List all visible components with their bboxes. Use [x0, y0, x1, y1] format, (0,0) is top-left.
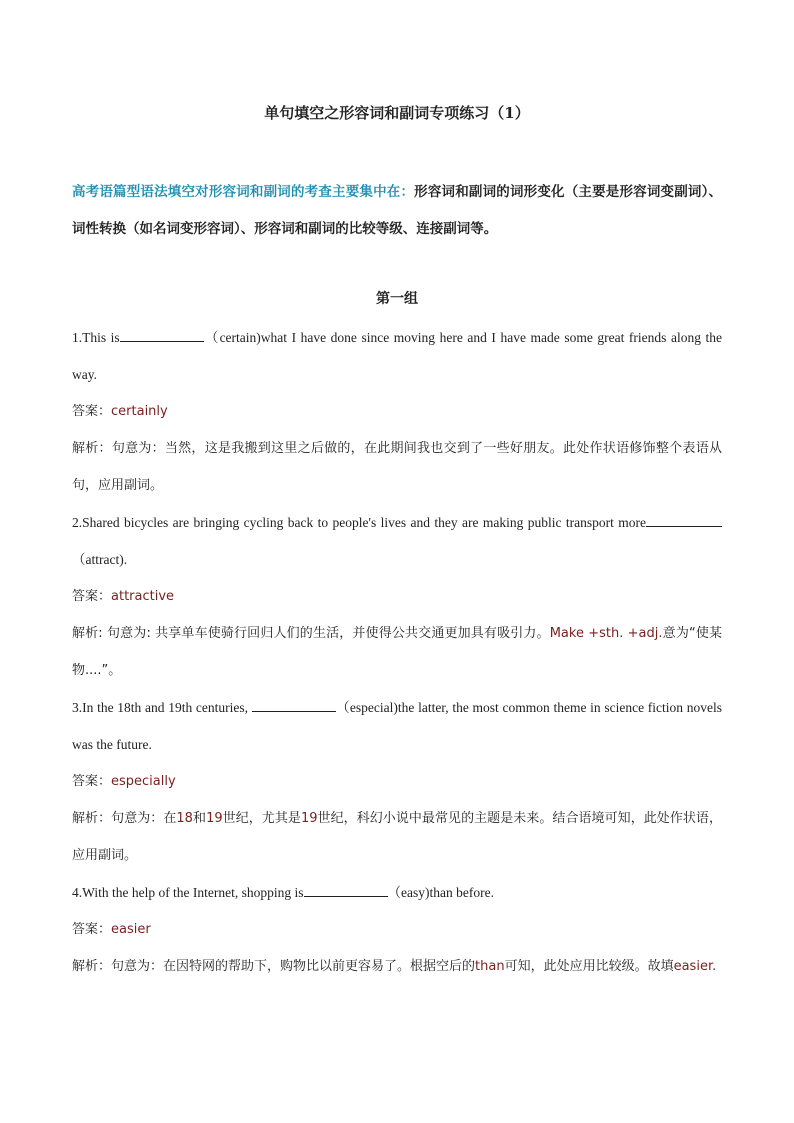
question-text: [72, 319, 722, 393]
answer-label: 答案：: [72, 404, 112, 419]
answer-label: 答案：: [72, 774, 112, 789]
question-prefix: 1.This is: [72, 330, 120, 345]
question-text: [72, 874, 722, 911]
question-prefix: 2.Shared bicycles are bringing cycling back to people's lives and they are making public transport more: [72, 515, 646, 530]
answer-label: 答案：: [72, 922, 112, 937]
explanation-formula: Make +sth. +adj.: [549, 626, 663, 641]
explanation-number: 18: [176, 811, 193, 826]
question-item: [72, 319, 722, 504]
answer-value: especially: [111, 774, 176, 789]
answer-label: 答案：: [72, 589, 112, 604]
explanation-text: 和: [192, 811, 207, 826]
answer-value: certainly: [111, 404, 168, 419]
explanation-label: 解析：: [72, 811, 112, 826]
question-list: [72, 319, 722, 985]
answer-line: [72, 763, 722, 800]
question-prefix: 4.With the help of the Internet, shopping is: [72, 885, 304, 900]
answer-line: [72, 578, 722, 615]
explanation-label: 解析：: [72, 959, 112, 974]
answer-line: [72, 911, 722, 948]
question-suffix: （attract).: [72, 552, 128, 567]
answer-value: easier: [111, 922, 151, 937]
explanation-text: 世纪，尤其是: [222, 811, 301, 826]
explanation-text: 句意为: 共享单车使骑行回归人们的生活，并使得公共交通更加具有吸引力。: [106, 626, 550, 641]
explanation-text: 可知，此处应用比较级。故填: [504, 959, 674, 974]
explanation: [72, 615, 722, 689]
explanation: [72, 430, 722, 504]
group-title: 第一组: [376, 291, 418, 307]
question-text: [72, 689, 722, 763]
answer-blank: [120, 329, 204, 342]
question-item: [72, 504, 722, 689]
answer-blank: [252, 699, 336, 712]
explanation: [72, 948, 722, 985]
answer-value: attractive: [111, 589, 175, 604]
question-item: [72, 874, 722, 985]
explanation-text: 句意为：在: [111, 811, 177, 826]
page-title: 单句填空之形容词和副词专项练习（1）: [264, 104, 530, 122]
explanation-number: 19: [206, 811, 223, 826]
question-item: [72, 689, 722, 874]
intro-text: 形容词和副词的词形变化（主要是形容词变副词）、词性转换（如名词变形容词）、形容词和副词的比较等级、连接副词等。: [72, 184, 723, 237]
explanation-label: 解析：: [72, 441, 112, 456]
explanation-label: 解析:: [72, 626, 107, 641]
answer-blank: [304, 884, 388, 897]
question-suffix: （especial)the latter, the most common theme in science fiction novels was the future.: [72, 700, 723, 752]
answer-line: [72, 393, 722, 430]
explanation-text: 世纪，科幻小说中最常见的主题是未来。结合语境可知，此处作状语，应用副词。: [72, 811, 722, 863]
answer-blank: [646, 514, 722, 527]
question-prefix: 3.In the 18th and 19th centuries,: [72, 700, 249, 715]
question-suffix: （easy)than before.: [387, 885, 494, 900]
explanation-text: 句意为：当然，这是我搬到这里之后做的，在此期间我也交到了一些好朋友。此处作状语修饰整个表语从句，应用副词。: [72, 441, 722, 493]
explanation-text: 句意为：在因特网的帮助下，购物比以前更容易了。根据空后的: [111, 959, 476, 974]
explanation-keyword: easier.: [673, 959, 717, 974]
intro-paragraph: [72, 174, 722, 248]
explanation-tail: 意为“使某物....”。: [72, 626, 723, 678]
explanation-keyword: than: [475, 959, 505, 974]
explanation-number: 19: [300, 811, 318, 826]
explanation: [72, 800, 722, 874]
intro-highlight: 高考语篇型语法填空对形容词和副词的考查主要集中在：: [72, 184, 415, 200]
question-suffix: （certain)what I have done since moving here and I have made some great friends along the way.: [72, 330, 722, 382]
question-text: [72, 504, 722, 578]
